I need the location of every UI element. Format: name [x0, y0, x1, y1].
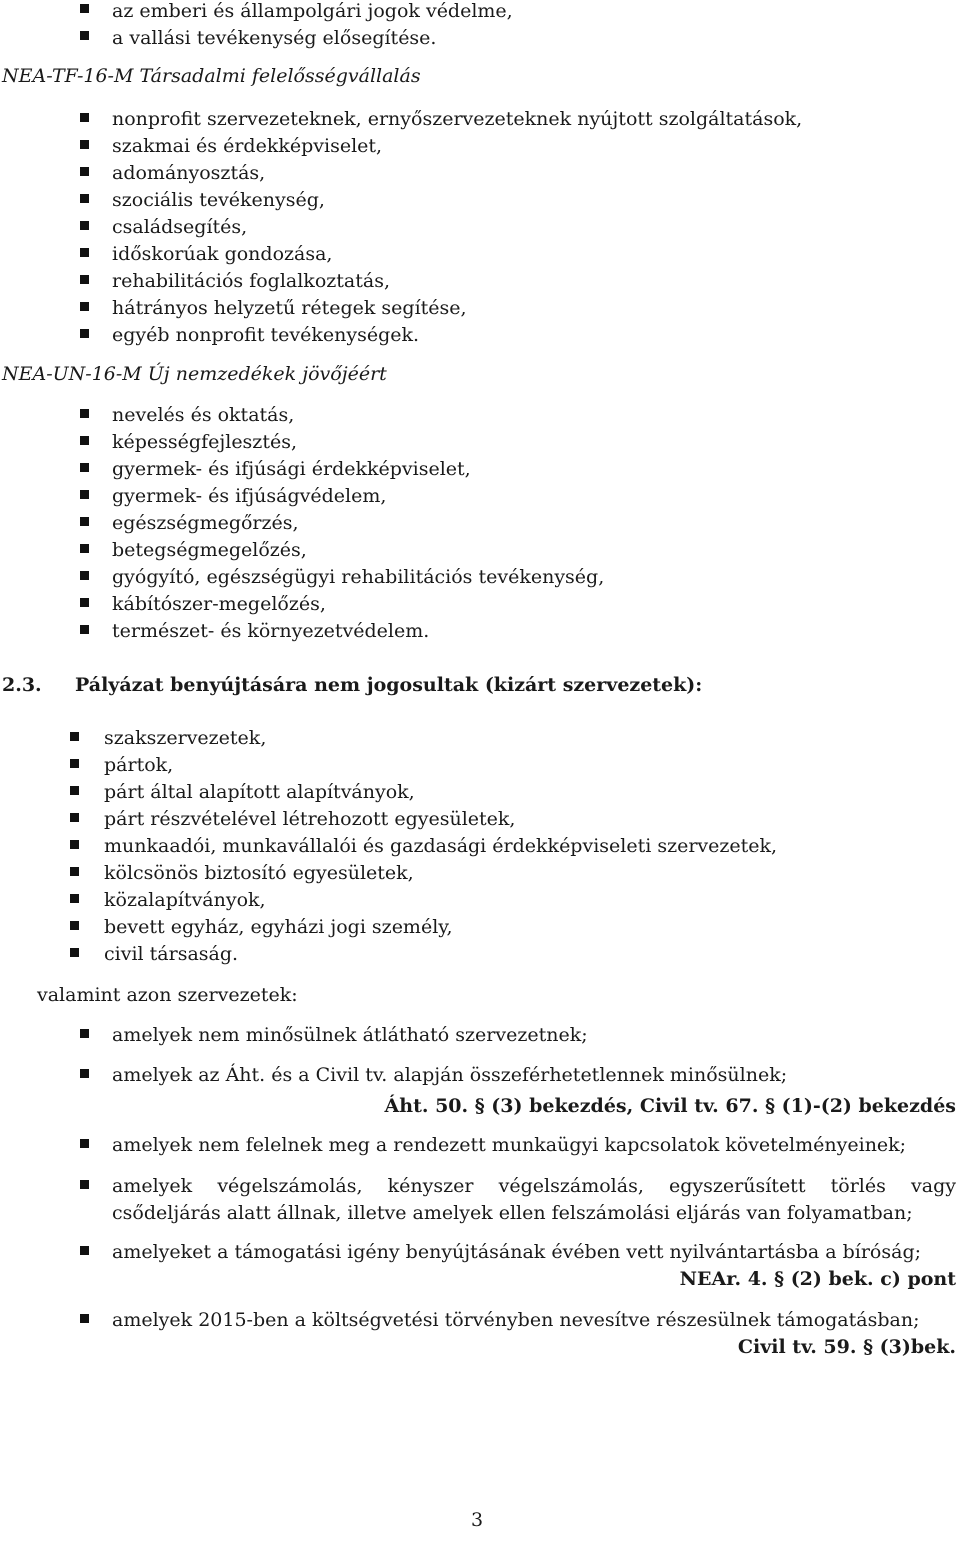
section-number: 2.3. [2, 674, 42, 696]
list-item: hátrányos helyzetű rétegek segítése, [112, 297, 467, 319]
bullet-icon [80, 4, 89, 13]
bullet-icon [70, 759, 79, 768]
bullet-icon [80, 571, 89, 580]
bullet-icon [70, 786, 79, 795]
list-item: képességfejlesztés, [112, 431, 297, 453]
bullet-icon [80, 194, 89, 203]
list-item: gyógyító, egészségügyi rehabilitációs tevékenység, [112, 566, 605, 588]
bullet-icon [80, 625, 89, 634]
bullet-icon [80, 113, 89, 122]
list-item: egyéb nonprofit tevékenységek. [112, 324, 420, 346]
list-item: szakszervezetek, [104, 727, 267, 749]
bullet-icon [80, 1139, 89, 1148]
word: végelszámolás, [217, 1175, 363, 1197]
bullet-icon [80, 31, 89, 40]
bullet-icon [70, 813, 79, 822]
bullet-icon [80, 275, 89, 284]
word: vagy [911, 1175, 956, 1197]
list-item: egészségmegőrzés, [112, 512, 299, 534]
list-item: pártok, [104, 754, 174, 776]
bullet-icon [80, 1029, 89, 1038]
list-item: gyermek- és ifjúsági érdekképviselet, [112, 458, 471, 480]
list-item: természet- és környezetvédelem. [112, 620, 430, 642]
section-title: Pályázat benyújtására nem jogosultak (kizárt szervezetek): [75, 674, 703, 696]
bullet-icon [80, 463, 89, 472]
list-item: rehabilitációs foglalkoztatás, [112, 270, 390, 292]
bullet-icon [80, 1069, 89, 1078]
bullet-icon [80, 1246, 89, 1255]
list-item: időskorúak gondozása, [112, 243, 333, 265]
list-item: az emberi és állampolgári jogok védelme, [112, 0, 513, 22]
word: egyszerűsített [669, 1175, 806, 1197]
list-item: a vallási tevékenység elősegítése. [112, 27, 437, 49]
bullet-icon [70, 867, 79, 876]
list-item: szakmai és érdekképviselet, [112, 135, 383, 157]
list-item: kábítószer-megelőzés, [112, 593, 326, 615]
list-item: amelyek az Áht. és a Civil tv. alapján összeférhetetlennek minősülnek; [112, 1064, 788, 1086]
list-item: amelyek nem felelnek meg a rendezett munkaügyi kapcsolatok követelményeinek; [112, 1134, 907, 1156]
legal-reference: Civil tv. 59. § (3)bek. [737, 1336, 956, 1358]
word: amelyek [112, 1175, 193, 1197]
legal-reference: Áht. 50. § (3) bekezdés, Civil tv. 67. § (1)-(2) bekezdés [384, 1095, 956, 1117]
bullet-icon [80, 329, 89, 338]
list-item: kölcsönös biztosító egyesületek, [104, 862, 414, 884]
bullet-icon [80, 248, 89, 257]
bullet-icon [80, 167, 89, 176]
list-item: munkaadói, munkavállalói és gazdasági érdekképviseleti szervezetek, [104, 835, 778, 857]
page-number: 3 [471, 1509, 484, 1531]
list-item: betegségmegelőzés, [112, 539, 307, 561]
bullet-icon [80, 544, 89, 553]
bullet-icon [80, 221, 89, 230]
bullet-icon [80, 140, 89, 149]
bullet-icon [70, 921, 79, 930]
list-item: amelyeket a támogatási igény benyújtásának évében vett nyilvántartásba a bíróság; [112, 1241, 922, 1263]
list-item-line: csődeljárás alatt állnak, illetve amelyek ellen felszámolási eljárás van folyamatban; [112, 1202, 913, 1224]
bullet-icon [80, 409, 89, 418]
word: végelszámolás, [498, 1175, 644, 1197]
list-item-line [112, 1174, 956, 1198]
bullet-icon [80, 517, 89, 526]
list-item: amelyek nem minősülnek átlátható szervezetnek; [112, 1024, 588, 1046]
list-item: amelyek 2015-ben a költségvetési törvényben nevesítve részesülnek támogatásban; [112, 1309, 920, 1331]
bullet-icon [80, 1314, 89, 1323]
list-item: adományosztás, [112, 162, 266, 184]
list-item: párt által alapított alapítványok, [104, 781, 415, 803]
bullet-icon [80, 302, 89, 311]
intro-text: valamint azon szervezetek: [37, 984, 298, 1006]
list-item: szociális tevékenység, [112, 189, 325, 211]
bullet-icon [80, 436, 89, 445]
list-item: bevett egyház, egyházi jogi személy, [104, 916, 453, 938]
bullet-icon [80, 598, 89, 607]
list-item: civil társaság. [104, 943, 239, 965]
bullet-icon [70, 732, 79, 741]
bullet-icon [70, 948, 79, 957]
list-item: közalapítványok, [104, 889, 266, 911]
list-item: párt részvételével létrehozott egyesületek, [104, 808, 516, 830]
list-item: nevelés és oktatás, [112, 404, 295, 426]
bullet-icon [70, 840, 79, 849]
word: kényszer [387, 1175, 474, 1197]
category-heading-un: NEA-UN-16-M Új nemzedékek jövőjéért [2, 363, 387, 385]
list-item: családsegítés, [112, 216, 248, 238]
word: törlés [830, 1175, 886, 1197]
list-item: nonprofit szervezeteknek, ernyőszervezeteknek nyújtott szolgáltatások, [112, 108, 803, 130]
bullet-icon [80, 1180, 89, 1189]
list-item: gyermek- és ifjúságvédelem, [112, 485, 387, 507]
legal-reference: NEAr. 4. § (2) bek. c) pont [679, 1268, 956, 1290]
bullet-icon [70, 894, 79, 903]
category-heading-tf: NEA-TF-16-M Társadalmi felelősségvállalás [2, 65, 421, 87]
bullet-icon [80, 490, 89, 499]
